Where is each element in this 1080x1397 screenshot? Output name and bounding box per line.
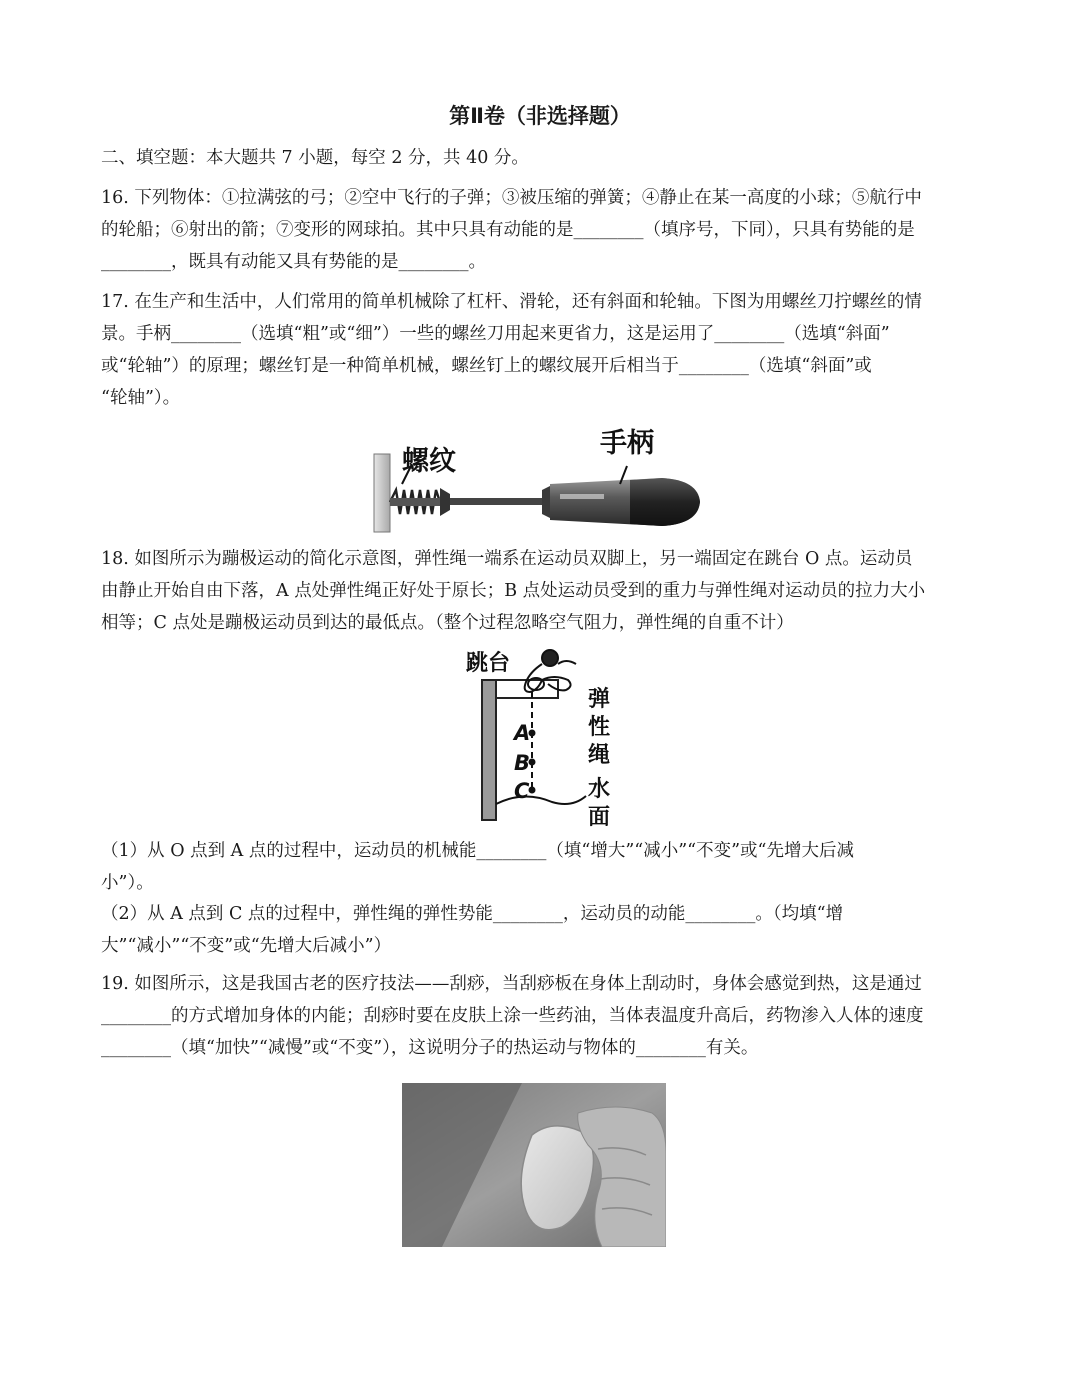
label-platform: 跳台 (466, 651, 511, 676)
platform-wall (482, 680, 496, 820)
q19-line-1: 19. 如图所示，这是我国古老的医疗技法——刮痧，当刮痧板在身体上刮动时，身体会感觉到热，这是通过 (101, 974, 922, 994)
q17-line-3: 或“轮轴”）的原理；螺丝钉是一种简单机械，螺丝钉上的螺纹展开后相当于________（选填“斜面”或 (101, 356, 872, 376)
q18-line-2: 由静止开始自由下落，A 点处弹性绳正好处于原长；B 点处运动员受到的重力与弹性绳对运动员的拉力大小 (101, 581, 926, 601)
label-handle: 手柄 (600, 428, 654, 459)
q16-line-3: ________，既具有动能又具有势能的是________。 (101, 252, 486, 272)
section-title: 第Ⅱ卷（非选择题） (449, 104, 631, 128)
platform-top (496, 680, 558, 698)
label-rope-1: 弹 (588, 687, 611, 712)
label-rope-3: 绳 (588, 743, 611, 768)
q18-line-3: 相等；C 点处是蹦极运动员到达的最低点。（整个过程忽略空气阻力，弹性绳的自重不计） (101, 613, 794, 633)
screwdriver-collar (542, 486, 550, 518)
guasha-photo (402, 1083, 666, 1247)
label-water-2: 面 (588, 805, 611, 830)
point-c-label: C (514, 779, 530, 803)
q18-sub1-line-1: （1）从 O 点到 A 点的过程中，运动员的机械能________（填“增大”“减小”“不变”或“先增大后减 (101, 841, 854, 861)
screwdriver-shaft (450, 498, 542, 505)
q19-line-3: ________（填“加快”“减慢”或“不变”），这说明分子的热运动与物体的________有关。 (101, 1038, 759, 1058)
screwdriver-grip (630, 478, 700, 526)
q18-sub2-line-1: （2）从 A 点到 C 点的过程中，弹性绳的弹性势能________，运动员的动能________。（均填“增 (101, 904, 844, 924)
point-a-label: A (514, 721, 531, 745)
point-c-dot (529, 787, 536, 794)
q19-line-2: ________的方式增加身体的内能；刮痧时要在皮肤上涂一些药油，当体表温度升高后，药物渗入人体的速度 (101, 1006, 924, 1026)
screw-body (390, 498, 442, 506)
label-rope-2: 性 (588, 715, 611, 740)
water-surface (496, 796, 586, 804)
q16-line-1: 16. 下列物体：①拉满弦的弓；②空中飞行的子弹；③被压缩的弹簧；④静止在某一高度的小球；⑤航行中 (101, 188, 922, 208)
section-heading: 二、填空题：本大题共 7 小题，每空 2 分，共 40 分。 (101, 148, 529, 168)
screw-head (440, 488, 450, 516)
q18-sub2-line-2: 大”“减小”“不变”或“先增大后减小”） (101, 936, 392, 956)
handle-print (560, 494, 604, 499)
q18-line-1: 18. 如图所示为蹦极运动的简化示意图，弹性绳一端系在运动员双脚上，另一端固定在跳台 O 点。运动员 (101, 549, 913, 569)
q17-line-1: 17. 在生产和生活中，人们常用的简单机械除了杠杆、滑轮，还有斜面和轮轴。下图为用螺丝刀拧螺丝的情 (101, 292, 922, 312)
point-b-label: B (514, 751, 531, 775)
bungee-figure (464, 644, 624, 832)
q18-sub1-line-2: 小”）。 (101, 873, 154, 893)
q17-line-2: 景。手柄________（选填“粗”或“细”）一些的螺丝刀用起来更省力，这是运用了________（选填“斜面” (101, 324, 890, 344)
label-thread: 螺纹 (402, 446, 456, 477)
screwdriver-figure (372, 422, 702, 534)
q16-line-2: 的轮船；⑥射出的箭；⑦变形的网球拍。其中只具有动能的是________（填序号，下同），只具有势能的是 (101, 220, 915, 240)
wall-block (374, 454, 390, 532)
q17-line-4: “轮轴”）。 (101, 388, 181, 408)
label-water-1: 水 (588, 777, 611, 802)
